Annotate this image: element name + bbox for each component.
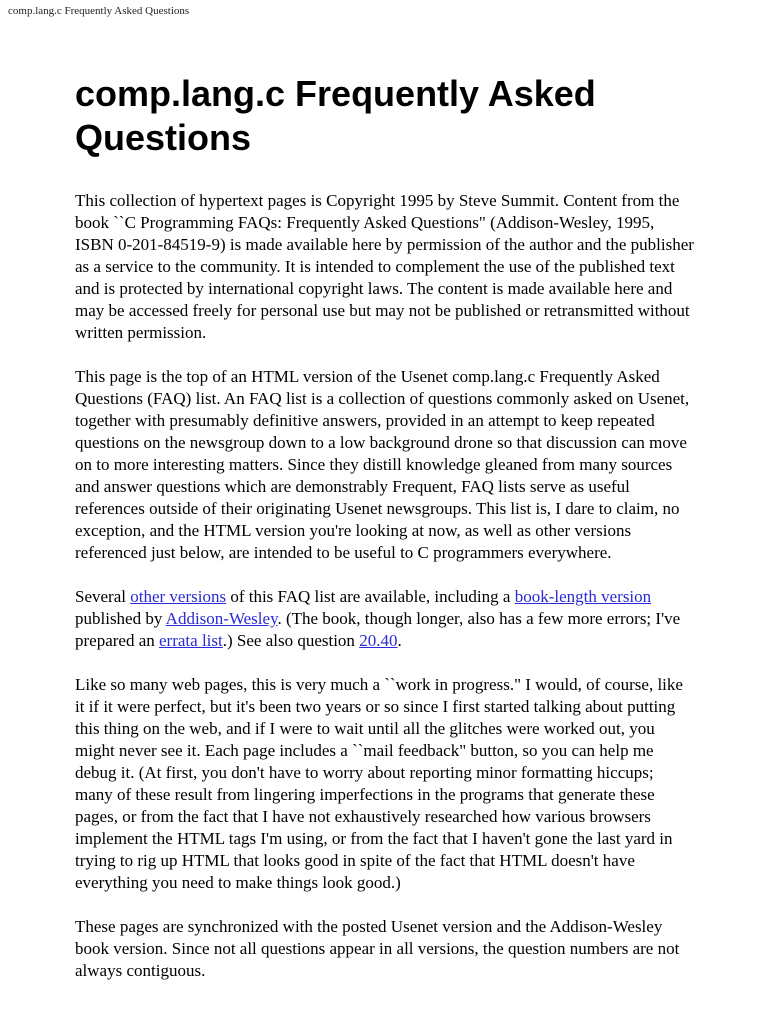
versions-text-6: . — [397, 631, 402, 650]
work-in-progress-paragraph: Like so many web pages, this is very much a ``work in progress." I would, of course, like it if it were perfect, but it's been two years or so since I first started talking about putting this thing on the web, and if I were to wait until all the glitches were worked out, you might never see it. Each page includes a ``mail feedback" button, so you can help me debug it. (At first, you don't have to worry about reporting minor formatting hiccups; many of these result from lingering imperfections in the programs that generate these pages, or from the fact that I have not exhaustively researched how various browsers implement the HTML tags I'm using, or from the fact that I haven't gone the last yard in trying to rig up HTML that looks good in spite of the fact that HTML doesn't have everything you need to make things look good.) — [75, 675, 683, 892]
versions-paragraph — [75, 586, 695, 652]
versions-text-4: . (The book, though longer, also has a few more errors; I've prepared an — [75, 609, 681, 650]
versions-text-5: .) See also question — [222, 631, 360, 650]
main-content — [75, 190, 695, 1004]
copyright-paragraph: This collection of hypertext pages is Copyright 1995 by Steve Summit. Content from the book ``C Programming FAQs: Frequently Asked Questions" (Addison-Wesley, 1995, ISBN 0-201-84519-9) is made available here by permission of the author and the publisher as a service to the community. It is intended to complement the use of the published text and is protected by international copyright laws. The content is made available here and may be accessed freely for personal use but may not be published or retransmitted without written permission. — [75, 191, 694, 342]
versions-text-1: Several — [75, 587, 131, 606]
book-length-version-link[interactable]: book-length version — [514, 587, 652, 606]
question-20-40-link[interactable]: 20.40 — [359, 631, 398, 650]
other-versions-link[interactable]: other versions — [130, 587, 227, 606]
intro-paragraph: This page is the top of an HTML version of the Usenet comp.lang.c Frequently Asked Questions (FAQ) list. An FAQ list is a collection of questions commonly asked on Usenet, together with presumably definitive answers, provided in an attempt to keep repeated questions on the newsgroup down to a low background drone so that discussion can move on to more interesting matters. Since they distill knowledge gleaned from many sources and answer questions which are demonstrably Frequent, FAQ lists serve as useful references outside of their originating Usenet newsgroups. This list is, I dare to claim, no exception, and the HTML version you're looking at now, as well as other versions referenced just below, are intended to be useful to C programmers everywhere. — [75, 367, 690, 562]
addison-wesley-link[interactable]: Addison-Wesley — [165, 609, 278, 628]
synchronization-paragraph: These pages are synchronized with the posted Usenet version and the Addison-Wesley book version. Since not all questions appear in all versions, the question numbers are not always contiguous. — [75, 917, 680, 980]
running-header: comp.lang.c Frequently Asked Questions — [8, 5, 190, 17]
errata-list-link[interactable]: errata list — [159, 631, 223, 650]
versions-text-2: of this FAQ list are available, including a — [226, 587, 515, 606]
versions-text-3: published by — [75, 609, 166, 628]
page-title: comp.lang.c Frequently Asked Questions — [75, 73, 596, 158]
